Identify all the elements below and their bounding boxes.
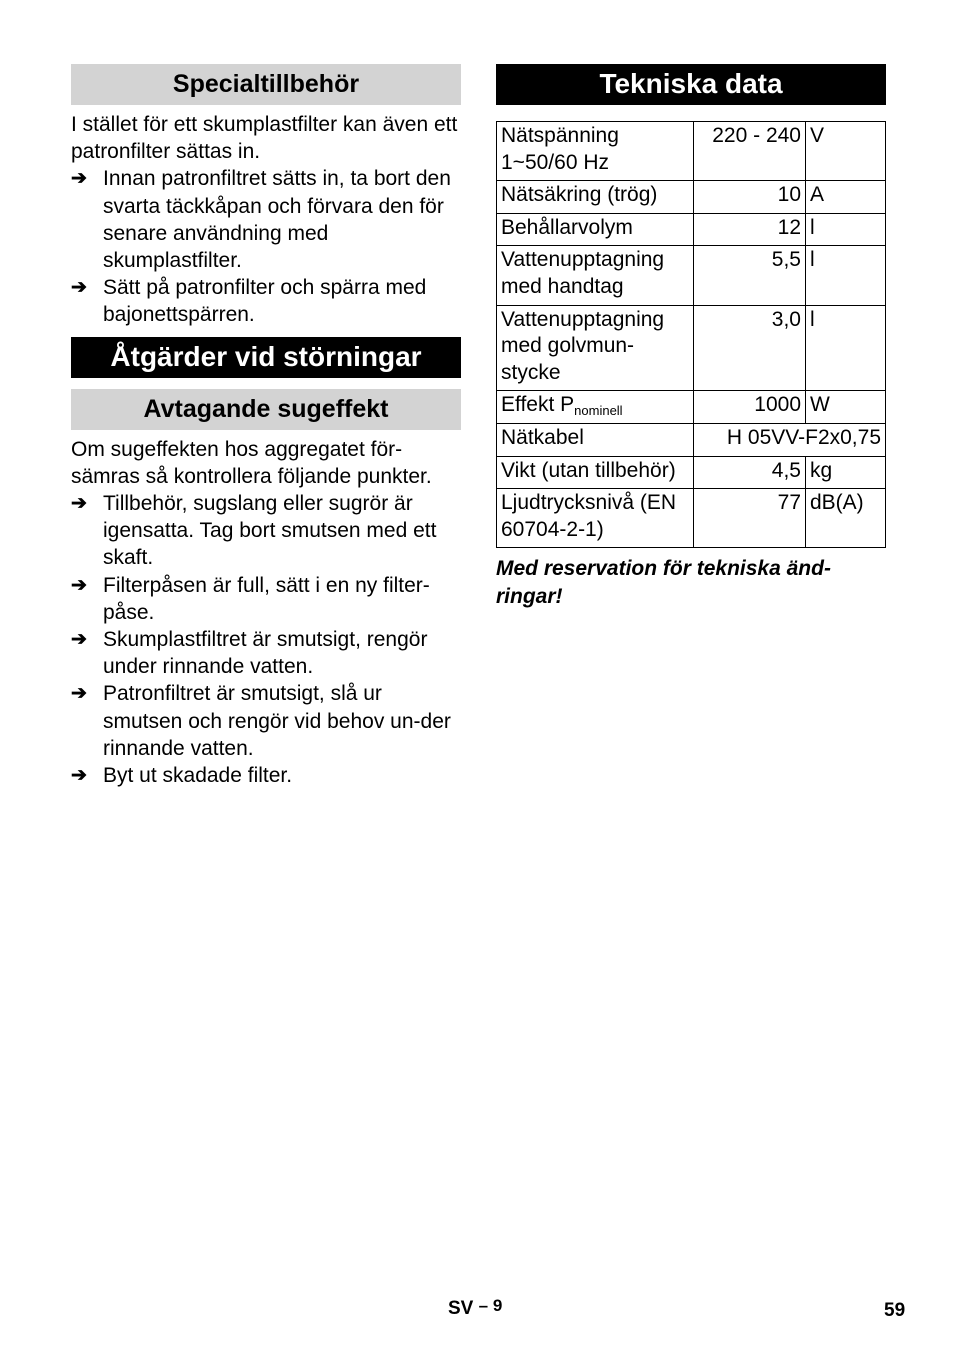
- arrow-right-icon: ➔: [71, 168, 87, 190]
- spec-unit: kg: [806, 456, 886, 489]
- spec-label: Vattenupptagning med golvmun-stycke: [497, 305, 694, 391]
- spec-value: 10: [694, 181, 806, 214]
- troubleshooting-intro: Om sugeffekten hos aggregatet för-sämras så kontrollera följande punkter.: [71, 437, 432, 488]
- spec-label: Ljudtrycksnivå (EN 60704-2-1): [497, 489, 694, 548]
- section-heading-technical-data: Tekniska data: [496, 64, 886, 105]
- page-number: 59: [884, 1300, 906, 1321]
- section-heading-troubleshooting: Åtgärder vid störningar: [71, 337, 461, 378]
- spec-unit: l: [806, 246, 886, 305]
- technical-data-table: [496, 121, 886, 548]
- section-heading-accessories: Specialtillbehör: [71, 64, 461, 105]
- spec-value: 4,5: [694, 456, 806, 489]
- spec-label: Vikt (utan tillbehör): [497, 456, 694, 489]
- arrow-right-icon: ➔: [71, 277, 87, 299]
- spec-label: Nätspänning 1~50/60 Hz: [497, 122, 694, 181]
- spec-label: Nätkabel: [497, 423, 694, 456]
- footer-section-page: – 9: [478, 1296, 503, 1315]
- arrow-right-icon: ➔: [71, 574, 87, 596]
- table-row: [497, 246, 886, 305]
- spec-value: 220 - 240: [694, 122, 806, 181]
- right-column: [496, 64, 886, 610]
- spec-label-subscript: nominell: [574, 403, 623, 419]
- spec-value: 3,0: [694, 305, 806, 391]
- spec-label: Effekt $P_{nominell}$: [497, 391, 694, 424]
- troubleshooting-steps: [71, 490, 461, 789]
- arrow-right-icon: ➔: [71, 493, 87, 515]
- accessories-steps: [71, 165, 461, 328]
- spec-label: Nätsäkring (trög): [497, 181, 694, 214]
- arrow-right-icon: ➔: [71, 683, 87, 705]
- spec-unit: l: [806, 305, 886, 391]
- spec-label: Vattenupptagning med handtag: [497, 246, 694, 305]
- reservation-note: Med reservation för tekniska änd-ringar!: [496, 557, 831, 608]
- list-item: ➔ Tillbehör, sugslang eller sugrör är igensatta. Tag bort smutsen med ett skaft.: [71, 492, 437, 570]
- spec-label: Behållarvolym: [497, 213, 694, 246]
- list-item: ➔ Skumplastfiltret är smutsigt, rengör under rinnande vatten.: [71, 628, 428, 679]
- arrow-right-icon: ➔: [71, 765, 87, 787]
- table-row: [497, 456, 886, 489]
- list-item: ➔ Innan patronfiltret sätts in, ta bort den svarta täckkåpan och förvara den för senare användning med skumplastfilter.: [71, 167, 451, 273]
- table-row: [497, 391, 886, 424]
- spec-value: 1000: [694, 391, 806, 424]
- table-row: [497, 122, 886, 181]
- table-row: [497, 305, 886, 391]
- spec-unit: W: [806, 391, 886, 424]
- spec-unit: A: [806, 181, 886, 214]
- footer-language: SV – 9: [448, 1296, 503, 1319]
- spec-unit: V: [806, 122, 886, 181]
- list-item: ➔ Filterpåsen är full, sätt i en ny filter-påse.: [71, 573, 430, 624]
- spec-value: 77: [694, 489, 806, 548]
- spec-value: 12: [694, 213, 806, 246]
- spec-unit: dB(A): [806, 489, 886, 548]
- spec-value: H 05VV-F2x0,75: [694, 423, 886, 456]
- table-row: [497, 423, 886, 456]
- table-row: [497, 213, 886, 246]
- list-item: ➔ Patronfiltret är smutsigt, slå ur smutsen och rengör vid behov un-der rinnande vatten.: [71, 682, 451, 760]
- left-column: [71, 64, 461, 789]
- accessories-intro: I stället för ett skumplastfilter kan även ett patronfilter sättas in.: [71, 113, 458, 164]
- spec-value: 5,5: [694, 246, 806, 305]
- table-row: [497, 181, 886, 214]
- list-item: ➔ Sätt på patronfilter och spärra med bajonettspärren.: [71, 276, 427, 327]
- subheading-suction: Avtagande sugeffekt: [71, 389, 461, 430]
- spec-unit: l: [806, 213, 886, 246]
- arrow-right-icon: ➔: [71, 629, 87, 651]
- list-item: ➔ Byt ut skadade filter.: [71, 762, 461, 789]
- table-row: [497, 489, 886, 548]
